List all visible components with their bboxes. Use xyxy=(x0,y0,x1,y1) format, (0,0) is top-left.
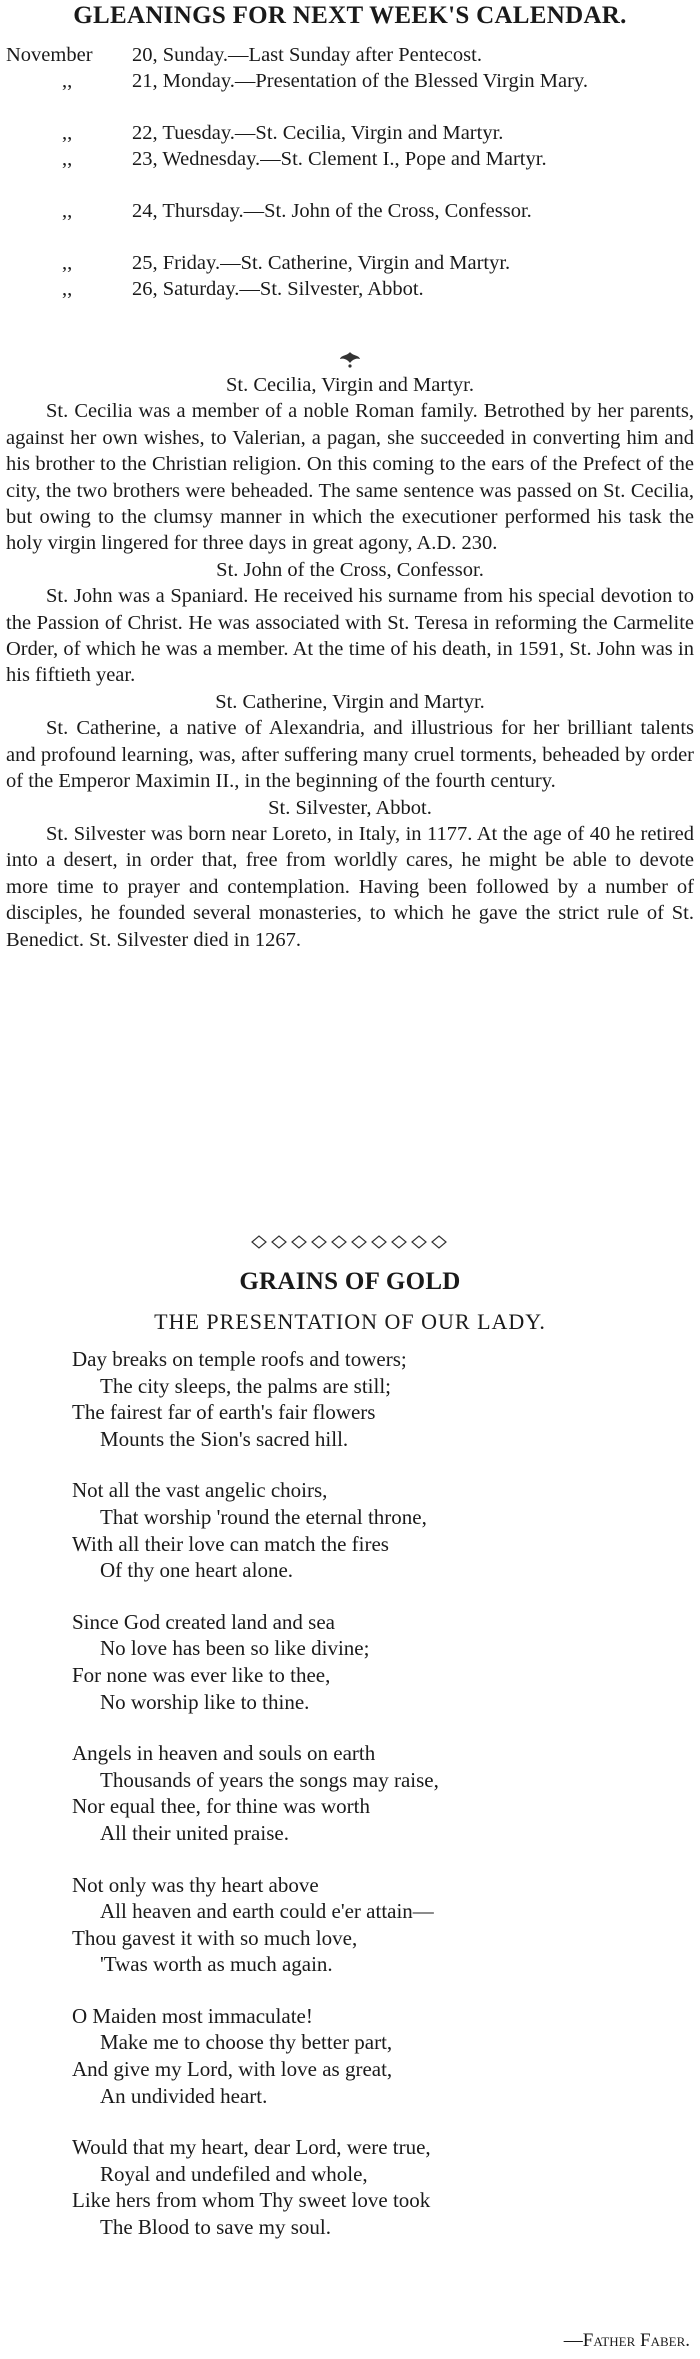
ditto-mark: ,, xyxy=(62,122,73,144)
calendar-heading: GLEANINGS FOR NEXT WEEK'S CALENDAR. xyxy=(73,2,627,29)
calendar-entry-text: Friday.—St. Catherine, Virgin and Martyr. xyxy=(162,252,511,274)
calendar-list xyxy=(6,42,696,302)
poem-author: —Father Faber. xyxy=(563,2330,690,2351)
poem-stanza xyxy=(72,1346,692,1452)
poem-line: Would that my heart, dear Lord, were true, xyxy=(72,2135,431,2160)
poem-stanza xyxy=(72,2003,692,2109)
calendar-day: 26, xyxy=(132,278,158,300)
poem-line: Since God created land and sea xyxy=(72,1609,335,1634)
poem-stanza xyxy=(72,2134,692,2240)
calendar-day: 22, xyxy=(132,122,158,144)
calendar-entry-text: Monday.—Presentation of the Blessed Virgin Mary. xyxy=(162,70,588,92)
saint-title: St. John of the Cross, Confessor. xyxy=(216,558,484,581)
poem xyxy=(72,1346,692,2266)
poem-line: The Blood to save my soul. xyxy=(100,2215,331,2240)
calendar-day: 24, xyxy=(132,200,158,222)
poem-line: Like hers from whom Thy sweet love took xyxy=(72,2188,431,2213)
poem-line: An undivided heart. xyxy=(100,2083,268,2108)
calendar-entry xyxy=(132,146,690,172)
poem-line: Thousands of years the songs may raise, xyxy=(100,1767,439,1792)
calendar-row xyxy=(6,250,696,276)
calendar-entry-text: Thursday.—St. John of the Cross, Confessor. xyxy=(162,200,532,222)
calendar-day: 21, xyxy=(132,70,158,92)
ditto-mark: ,, xyxy=(62,252,73,274)
poem-stanza xyxy=(72,1872,692,1978)
poem-line: For none was ever like to thee, xyxy=(72,1662,331,1687)
calendar-row xyxy=(6,42,696,68)
calendar-entry xyxy=(132,68,690,94)
calendar-entry-text: Saturday.—St. Silvester, Abbot. xyxy=(162,278,424,300)
poem-line: Of thy one heart alone. xyxy=(100,1558,294,1583)
poem-line: All their united praise. xyxy=(100,1820,289,1845)
poem-line: Royal and undefiled and whole, xyxy=(100,2161,368,2186)
poem-line: Thou gavest it with so much love, xyxy=(72,1925,358,1950)
calendar-entry xyxy=(132,198,690,224)
calendar-entry xyxy=(132,42,692,68)
saint-paragraph: St. Cecilia was a member of a noble Roman family. Betrothed by her parents, against her own wishes, to Valerian, a pagan, she succeeded in converting him and his brother to the Christian religion. On this coming to the ears of the Prefect of the city, the two brothers were beheaded. The same sentence was passed on St. Cecilia, but owing to the clumsy manner in which the executioner performed his task the holy virgin lingered for three days in great agony, A.D. 230. xyxy=(6,400,694,555)
diamond-divider-icon xyxy=(0,1235,700,1254)
ditto-mark: ,, xyxy=(62,200,73,222)
poem-line: No love has been so like divine; xyxy=(100,1636,370,1661)
calendar-row xyxy=(6,146,696,198)
poem-stanza xyxy=(72,1477,692,1583)
ditto-mark: ,, xyxy=(62,148,73,170)
ditto-mark: ,, xyxy=(62,278,73,300)
poem-line: Not only was thy heart above xyxy=(72,1872,319,1897)
poem-line: Mounts the Sion's sacred hill. xyxy=(100,1426,349,1451)
saint-title: St. Cecilia, Virgin and Martyr. xyxy=(226,374,474,396)
fleuron-ornament-icon xyxy=(0,350,700,373)
grains-heading: GRAINS OF GOLD xyxy=(239,1268,461,1295)
calendar-entry-text: Sunday.—Last Sunday after Pentecost. xyxy=(162,44,482,66)
poem-stanza xyxy=(72,1609,692,1715)
poem-line: No worship like to thine. xyxy=(100,1689,310,1714)
saints-section xyxy=(6,372,694,953)
calendar-day: 20, xyxy=(132,44,158,66)
poem-line: And give my Lord, with love as great, xyxy=(72,2057,393,2082)
poem-line: 'Twas worth as much again. xyxy=(100,1952,333,1977)
calendar-entry xyxy=(132,276,692,302)
poem-line: Not all the vast angelic choirs, xyxy=(72,1478,328,1503)
saint-paragraph: St. Silvester was born near Loreto, in Italy, in 1177. At the age of 40 he retired into a desert, in order that, free from worldly cares, he might be able to devote more time to prayer and contemplation. Having been followed by a number of disciples, he founded several monasteries, to which he gave the strict rule of St. Benedict. St. Silvester died in 1267. xyxy=(6,822,694,951)
calendar-row xyxy=(6,120,696,146)
calendar-row xyxy=(6,68,696,120)
poem-line: The city sleeps, the palms are still; xyxy=(100,1373,392,1398)
poem-line: Nor equal thee, for thine was worth xyxy=(72,1794,370,1819)
calendar-month: November xyxy=(6,44,93,66)
calendar-row xyxy=(6,276,696,302)
poem-line: Make me to choose thy better part, xyxy=(100,2030,393,2055)
poem-line: Day breaks on temple roofs and towers; xyxy=(72,1347,407,1371)
poem-line: With all their love can match the fires xyxy=(72,1531,389,1556)
poem-stanza xyxy=(72,1740,692,1846)
saint-title: St. Catherine, Virgin and Martyr. xyxy=(215,690,485,713)
saint-paragraph: St. Catherine, a native of Alexandria, and illustrious for her brilliant talents and profound learning, was, after suffering many cruel torments, beheaded by order of the Emperor Maximin II., in the beginning of the fourth century. xyxy=(6,717,694,793)
saint-title: St. Silvester, Abbot. xyxy=(268,796,432,819)
poem-line: That worship 'round the eternal throne, xyxy=(100,1504,427,1529)
calendar-entry xyxy=(132,250,692,276)
ditto-mark: ,, xyxy=(62,70,73,92)
calendar-day: 23, xyxy=(132,148,158,170)
poem-line: All heaven and earth could e'er attain— xyxy=(100,1899,434,1924)
saint-paragraph: St. John was a Spaniard. He received his surname from his special devotion to the Passion of Christ. He was associated with St. Teresa in reforming the Carmelite Order, of which he was a member. At the time of his death, in 1591, St. John was in his fiftieth year. xyxy=(6,585,694,687)
calendar-entry xyxy=(132,120,692,146)
calendar-entry-text: Tuesday.—St. Cecilia, Virgin and Martyr. xyxy=(162,122,504,144)
poem-line: O Maiden most immaculate! xyxy=(72,2003,313,2028)
calendar-entry-text: Wednesday.—St. Clement I., Pope and Martyr. xyxy=(162,148,547,170)
poem-line: The fairest far of earth's fair flowers xyxy=(72,1400,376,1425)
poem-title: THE PRESENTATION OF OUR LADY. xyxy=(154,1309,546,1334)
calendar-row xyxy=(6,198,696,250)
poem-line: Angels in heaven and souls on earth xyxy=(72,1741,376,1766)
calendar-day: 25, xyxy=(132,252,158,274)
